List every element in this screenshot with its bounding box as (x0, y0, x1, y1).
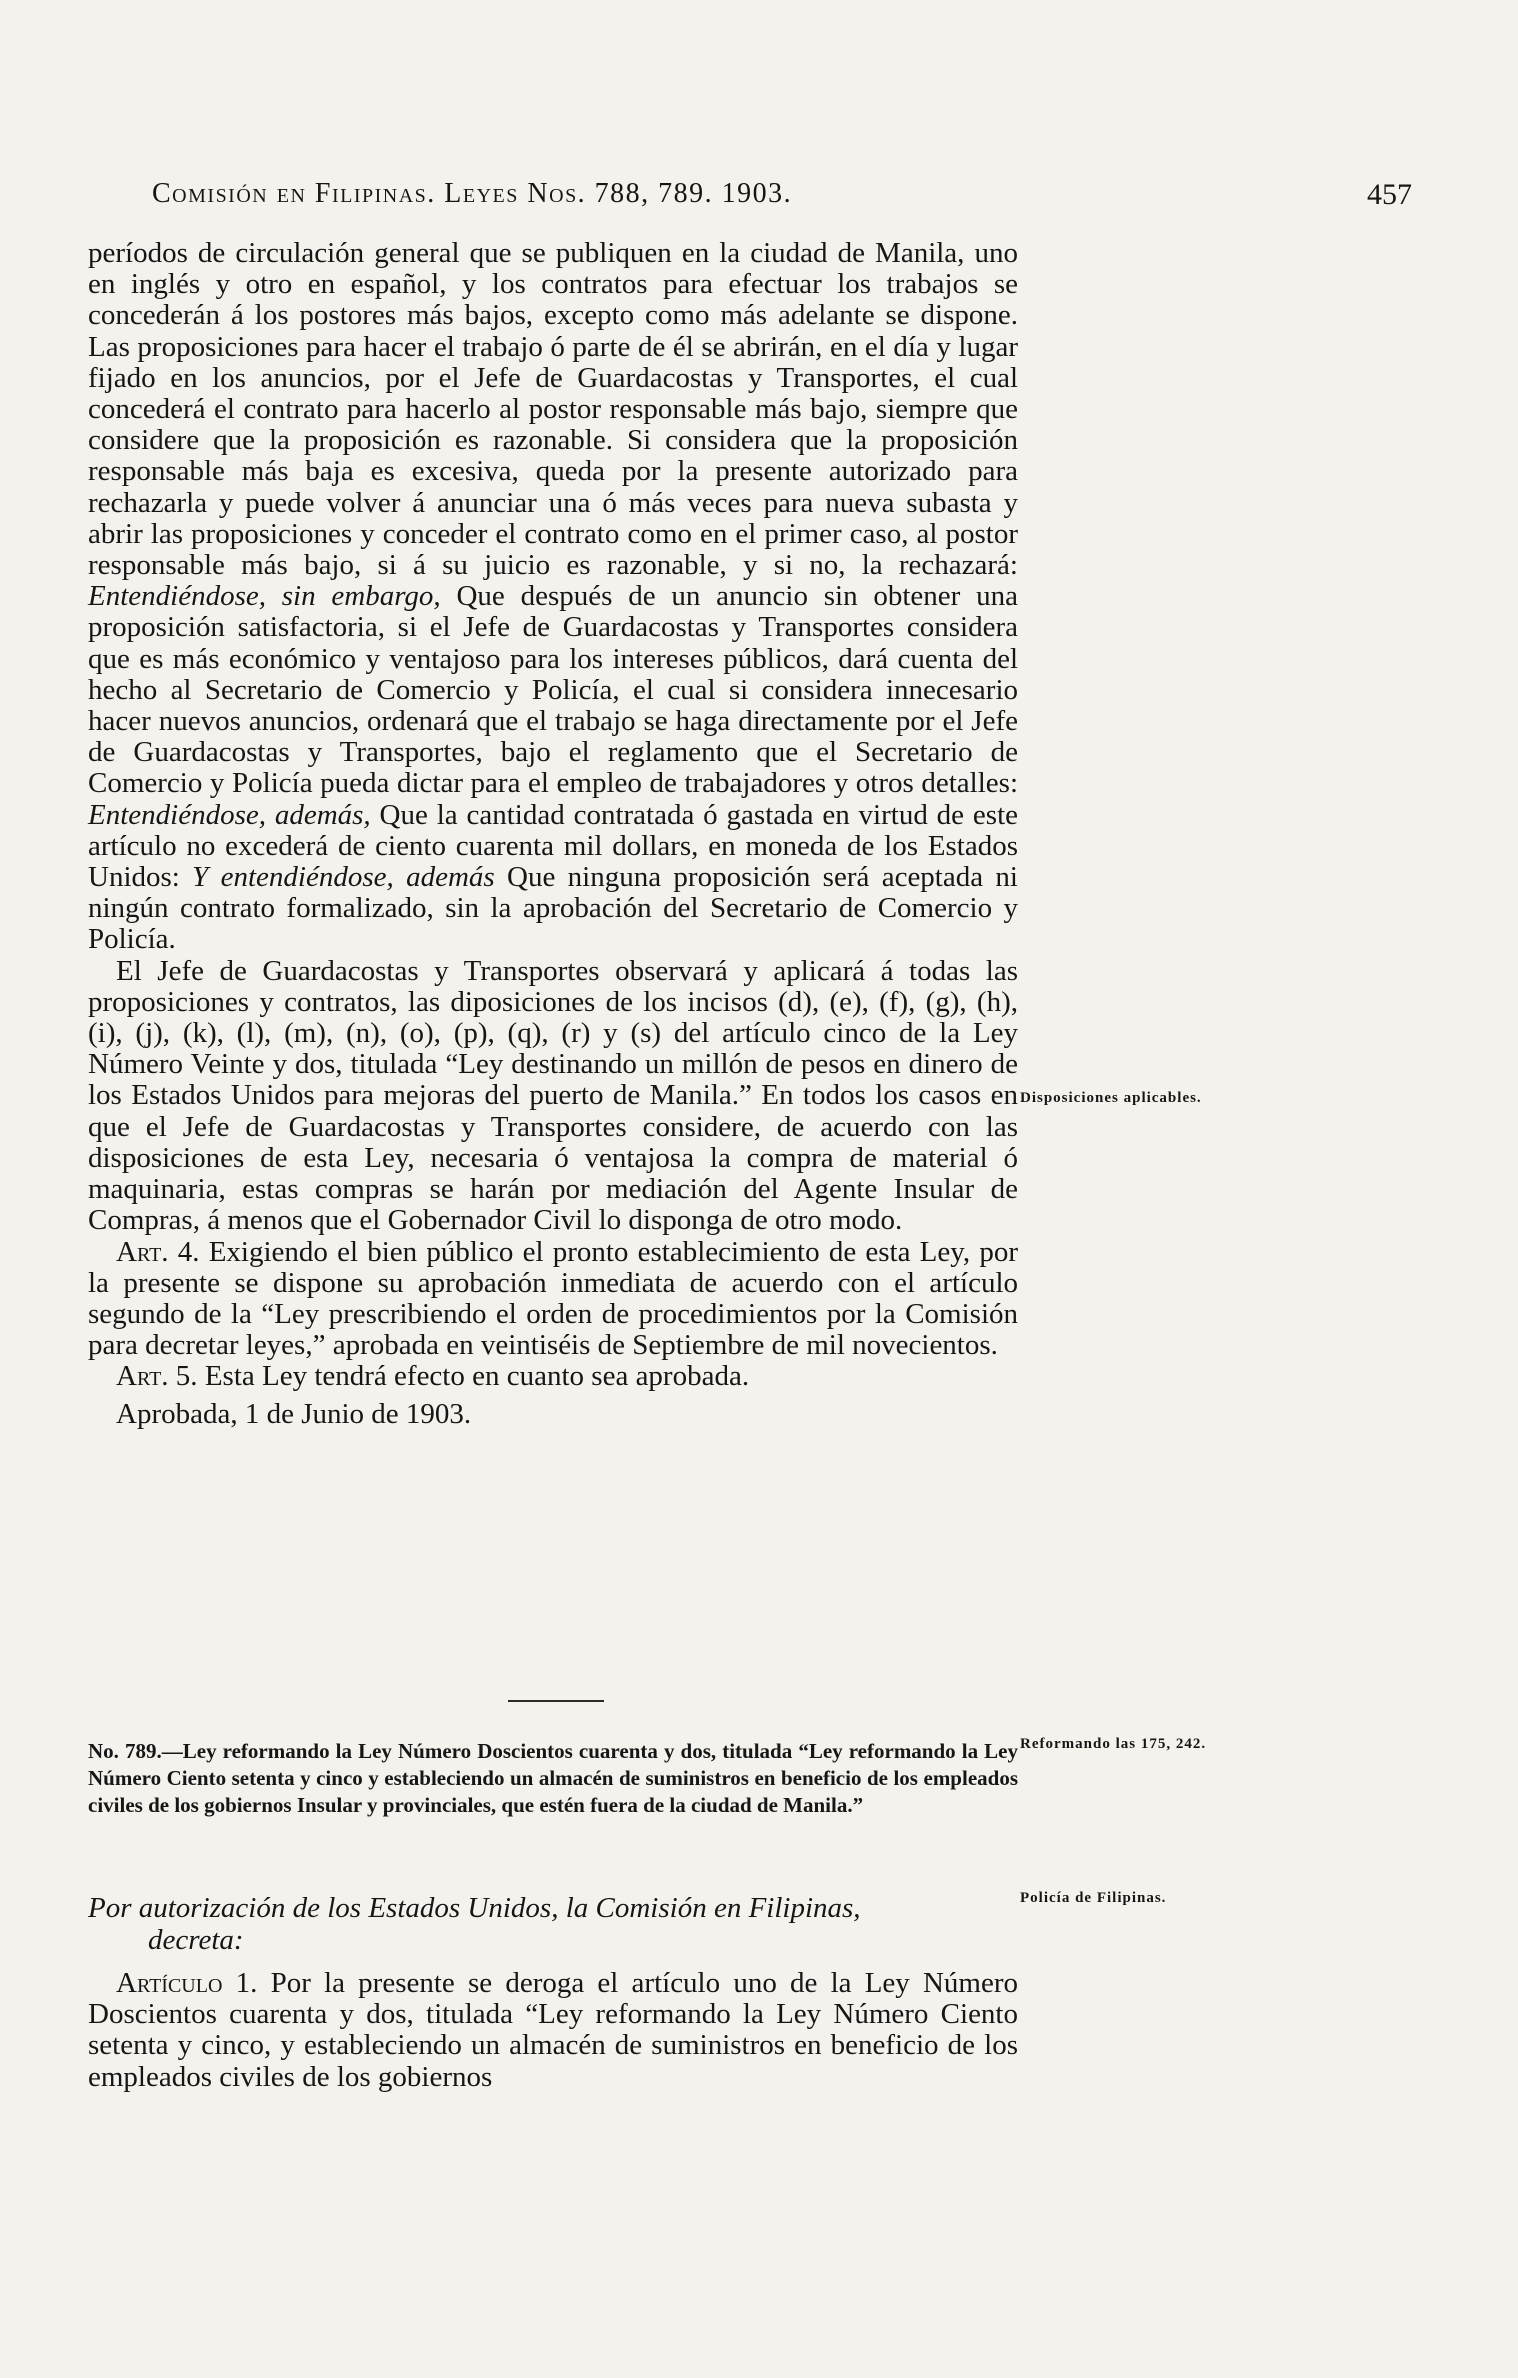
paragraph-art-1 (88, 1968, 1018, 2093)
enacting-clause (88, 1892, 1018, 1956)
margin-note-provisions: Disposiciones aplicables. (1020, 1090, 1202, 1106)
italic-proviso: Y entendiéndose, además (192, 861, 495, 894)
page-number: 457 (1367, 178, 1412, 211)
paragraph-art-4 (88, 1237, 1018, 1362)
text-segment: Que después de un anuncio sin obtener una proposición satisfactoria, si el Jefe de Guardacostas y Transportes considera que es más económico y ventajoso para los intereses públicos, dará cuenta del hecho al Secretario de Comercio y Policía, el cual si considera innecesario hacer nuevos anuncios, ordenará que el trabajo se haga directamente por el Jefe de Guardacostas y Transportes, bajo el reglamento que el Secretario de Comercio y Policía pueda dictar para el empleo de trabajadores y otros detalles: (88, 580, 1018, 800)
italic-proviso: Entendiéndose, sin embargo, (88, 580, 441, 613)
italic-proviso: Entendiéndose, además, (88, 798, 371, 831)
law-788-body (88, 238, 1018, 1430)
article-label: Art. 4. (116, 1235, 200, 1268)
article-label: Artículo 1. (116, 1967, 258, 1999)
article-label: Art. 5. (116, 1360, 198, 1393)
paragraph-applicable-provisions: El Jefe de Guardacostas y Transportes observará y aplicará á todas las proposiciones y contratos, las diposiciones de los incisos (d), (e), (f), (g), (h), (i), (j), (k), (l), (m), (n), (o), (p), (q), (r) y (s) del artículo cinco de la Ley Número Veinte y dos, titulada “Ley destinando un millón de pesos en dinero de los Estados Unidos para mejoras del puerto de Manila.” En todos los casos en que el Jefe de Guardacostas y Transportes considere, de acuerdo con las disposiciones de esta Ley, necesaria ó ventajosa la compra de material ó maquinaria, estas compras se harán por mediación del Agente Insular de Compras, á menos que el Gobernador Civil lo disponga de otro modo. (88, 954, 1018, 1237)
article-text: Por la presente se deroga el artículo uno de la Ley Número Doscientos cuarenta y dos, titulada “Ley reformando la Ley Número Ciento setenta y cinco, y estableciendo un almacén de suministros en beneficio de los empleados civiles de los gobiernos (88, 1967, 1019, 2093)
article-text: Exigiendo el bien público el pronto establecimiento de esta Ley, por la presente se dispone su aprobación inmediata de acuerdo con el artículo segundo de la “Ley prescribiendo el orden de procedimientos por la Comisión para decretar leyes,” aprobada en veintiséis de Septiembre de mil novecientos. (88, 1235, 1018, 1362)
margin-note-amending: Reformando las 175, 242. (1020, 1736, 1207, 1752)
running-header (152, 178, 1412, 218)
header-title: Comisión en Filipinas. Leyes Nos. 788, 789. 1903. (152, 178, 793, 209)
law-789-title: No. 789.—Ley reformando la Ley Número Doscientos cuarenta y dos, titulada “Ley reformando la Ley Número Ciento setenta y cinco y estableciendo un almacén de suministros en beneficio de los empleados civiles de los gobiernos Insular y provinciales, que estén fuera de la ciudad de Manila.” (88, 1739, 1018, 1817)
law-789-article-1 (88, 1968, 1018, 2093)
paragraph-art-5 (88, 1361, 1018, 1392)
enacting-line: decreta: (148, 1924, 244, 1956)
paragraph-contracts (88, 238, 1018, 956)
article-text: Esta Ley tendrá efecto en cuanto sea aprobada. (204, 1360, 750, 1393)
approval-date: Aprobada, 1 de Junio de 1903. (116, 1397, 472, 1430)
text-segment: Que la cantidad contratada ó gastada en virtud de este artículo no excederá de ciento cuarenta mil dollars, en moneda de los Estados Unidos: (88, 798, 1018, 894)
text-segment: períodos de circulación general que se publiquen en la ciudad de Manila, uno en inglés y otro en español, y los contratos para efectuar los trabajos se concederán á los postores más bajos, excepto como más adelante se dispone. Las proposiciones para hacer el trabajo ó parte de él se abrirán, en el día y lugar fijado en los anuncios, por el Jefe de Guardacostas y Transportes, el cual concederá el contrato para hacerlo al postor responsable más bajo, siempre que considere que la proposición es razonable. Si considera que la proposición responsable más baja es excesiva, queda por la presente autorizado para rechazarla y puede volver á anunciar una ó más veces para nueva subasta y abrir las proposiciones y conceder el contrato como en el primer caso, al postor responsable más bajo, si á su juicio es razonable, y si no, la rechazará: (88, 237, 1018, 582)
margin-note-police: Policía de Filipinas. (1020, 1890, 1167, 1906)
text-segment: Que ninguna proposición será aceptada ni ningún contrato formalizado, sin la aprobación del Secretario de Comercio y Policía. (88, 861, 1018, 956)
enacting-line: Por autorización de los Estados Unidos, la Comisión en Filipinas, (88, 1892, 861, 1924)
section-divider (508, 1700, 604, 1702)
